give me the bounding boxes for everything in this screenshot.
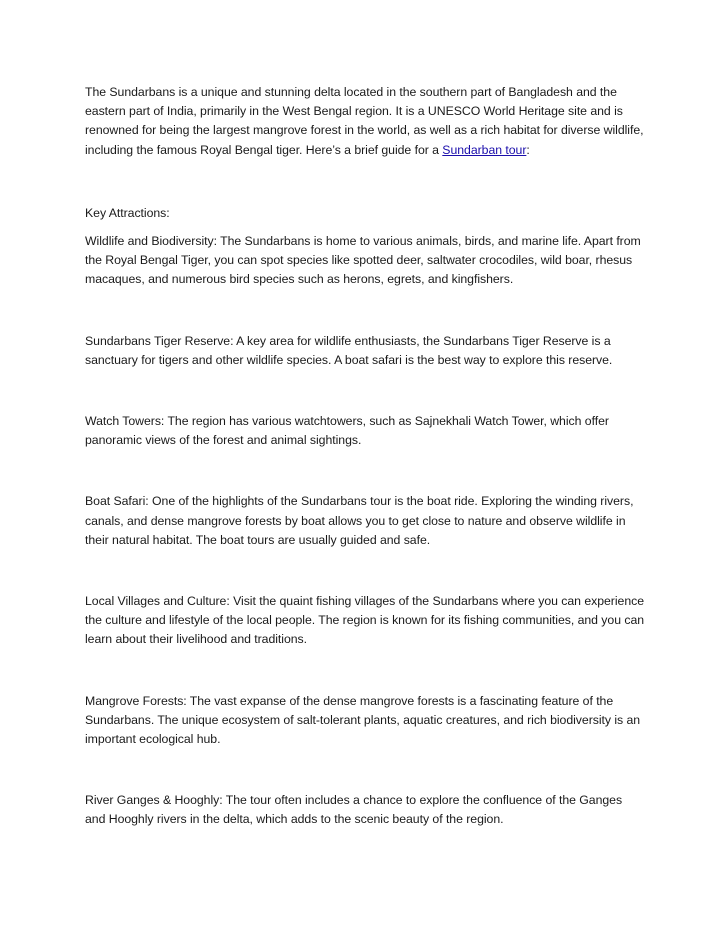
section-watch-towers: Watch Towers: The region has various watchtowers, such as Sajnekhali Watch Tower, which offer panoramic views of the forest and animal sightings. [85, 414, 609, 448]
section-wildlife-biodiversity: Wildlife and Biodiversity: The Sundarbans is home to various animals, birds, and marine life. Apart from the Royal Bengal Tiger, you can spot species like spotted deer, saltwater crocodiles, wild boar, rhesus macaques, and numerous bird species such as herons, egrets, and kingfishers. [85, 234, 641, 287]
intro-paragraph [85, 83, 645, 160]
section-local-villages: Local Villages and Culture: Visit the quaint fishing villages of the Sundarbans where you can experience the culture and lifestyle of the local people. The region is known for its fishing communities, and you can learn about their livelihood and traditions. [85, 594, 645, 647]
section-tiger-reserve: Sundarbans Tiger Reserve: A key area for wildlife enthusiasts, the Sundarbans Tiger Reserve is a sanctuary for tigers and other wildlife species. A boat safari is the best way to explore this reserve. [85, 333, 613, 367]
sundarban-tour-link[interactable]: Sundarban tour [442, 142, 527, 157]
key-attractions-heading: Key Attractions: [85, 205, 170, 220]
intro-text: The Sundarbans is a unique and stunning delta located in the southern part of Bangladesh and the eastern part of India, primarily in the West Bengal region. It is a UNESCO World Heritage site and is renowned for being the largest mangrove forest in the world, as well as a rich habitat for diverse wildlife, including the famous Royal Bengal tiger. Here’s a brief guide for a [85, 85, 644, 157]
document-page [85, 83, 645, 830]
section-boat-safari: Boat Safari: One of the highlights of the Sundarbans tour is the boat ride. Exploring the winding rivers, canals, and dense mangrove forests by boat allows you to get close to nature and observe wildlife in their natural habitat. The boat tours are usually guided and safe. [85, 494, 634, 547]
section-river-ganges-hooghly: River Ganges & Hooghly: The tour often includes a chance to explore the confluence of the Ganges and Hooghly rivers in the delta, which adds to the scenic beauty of the region. [85, 793, 623, 827]
section-mangrove-forests: Mangrove Forests: The vast expanse of the dense mangrove forests is a fascinating feature of the Sundarbans. The unique ecosystem of salt-tolerant plants, aquatic creatures, and rich biodiversity is an important ecological hub. [85, 693, 641, 747]
intro-text-end: : [526, 142, 530, 157]
